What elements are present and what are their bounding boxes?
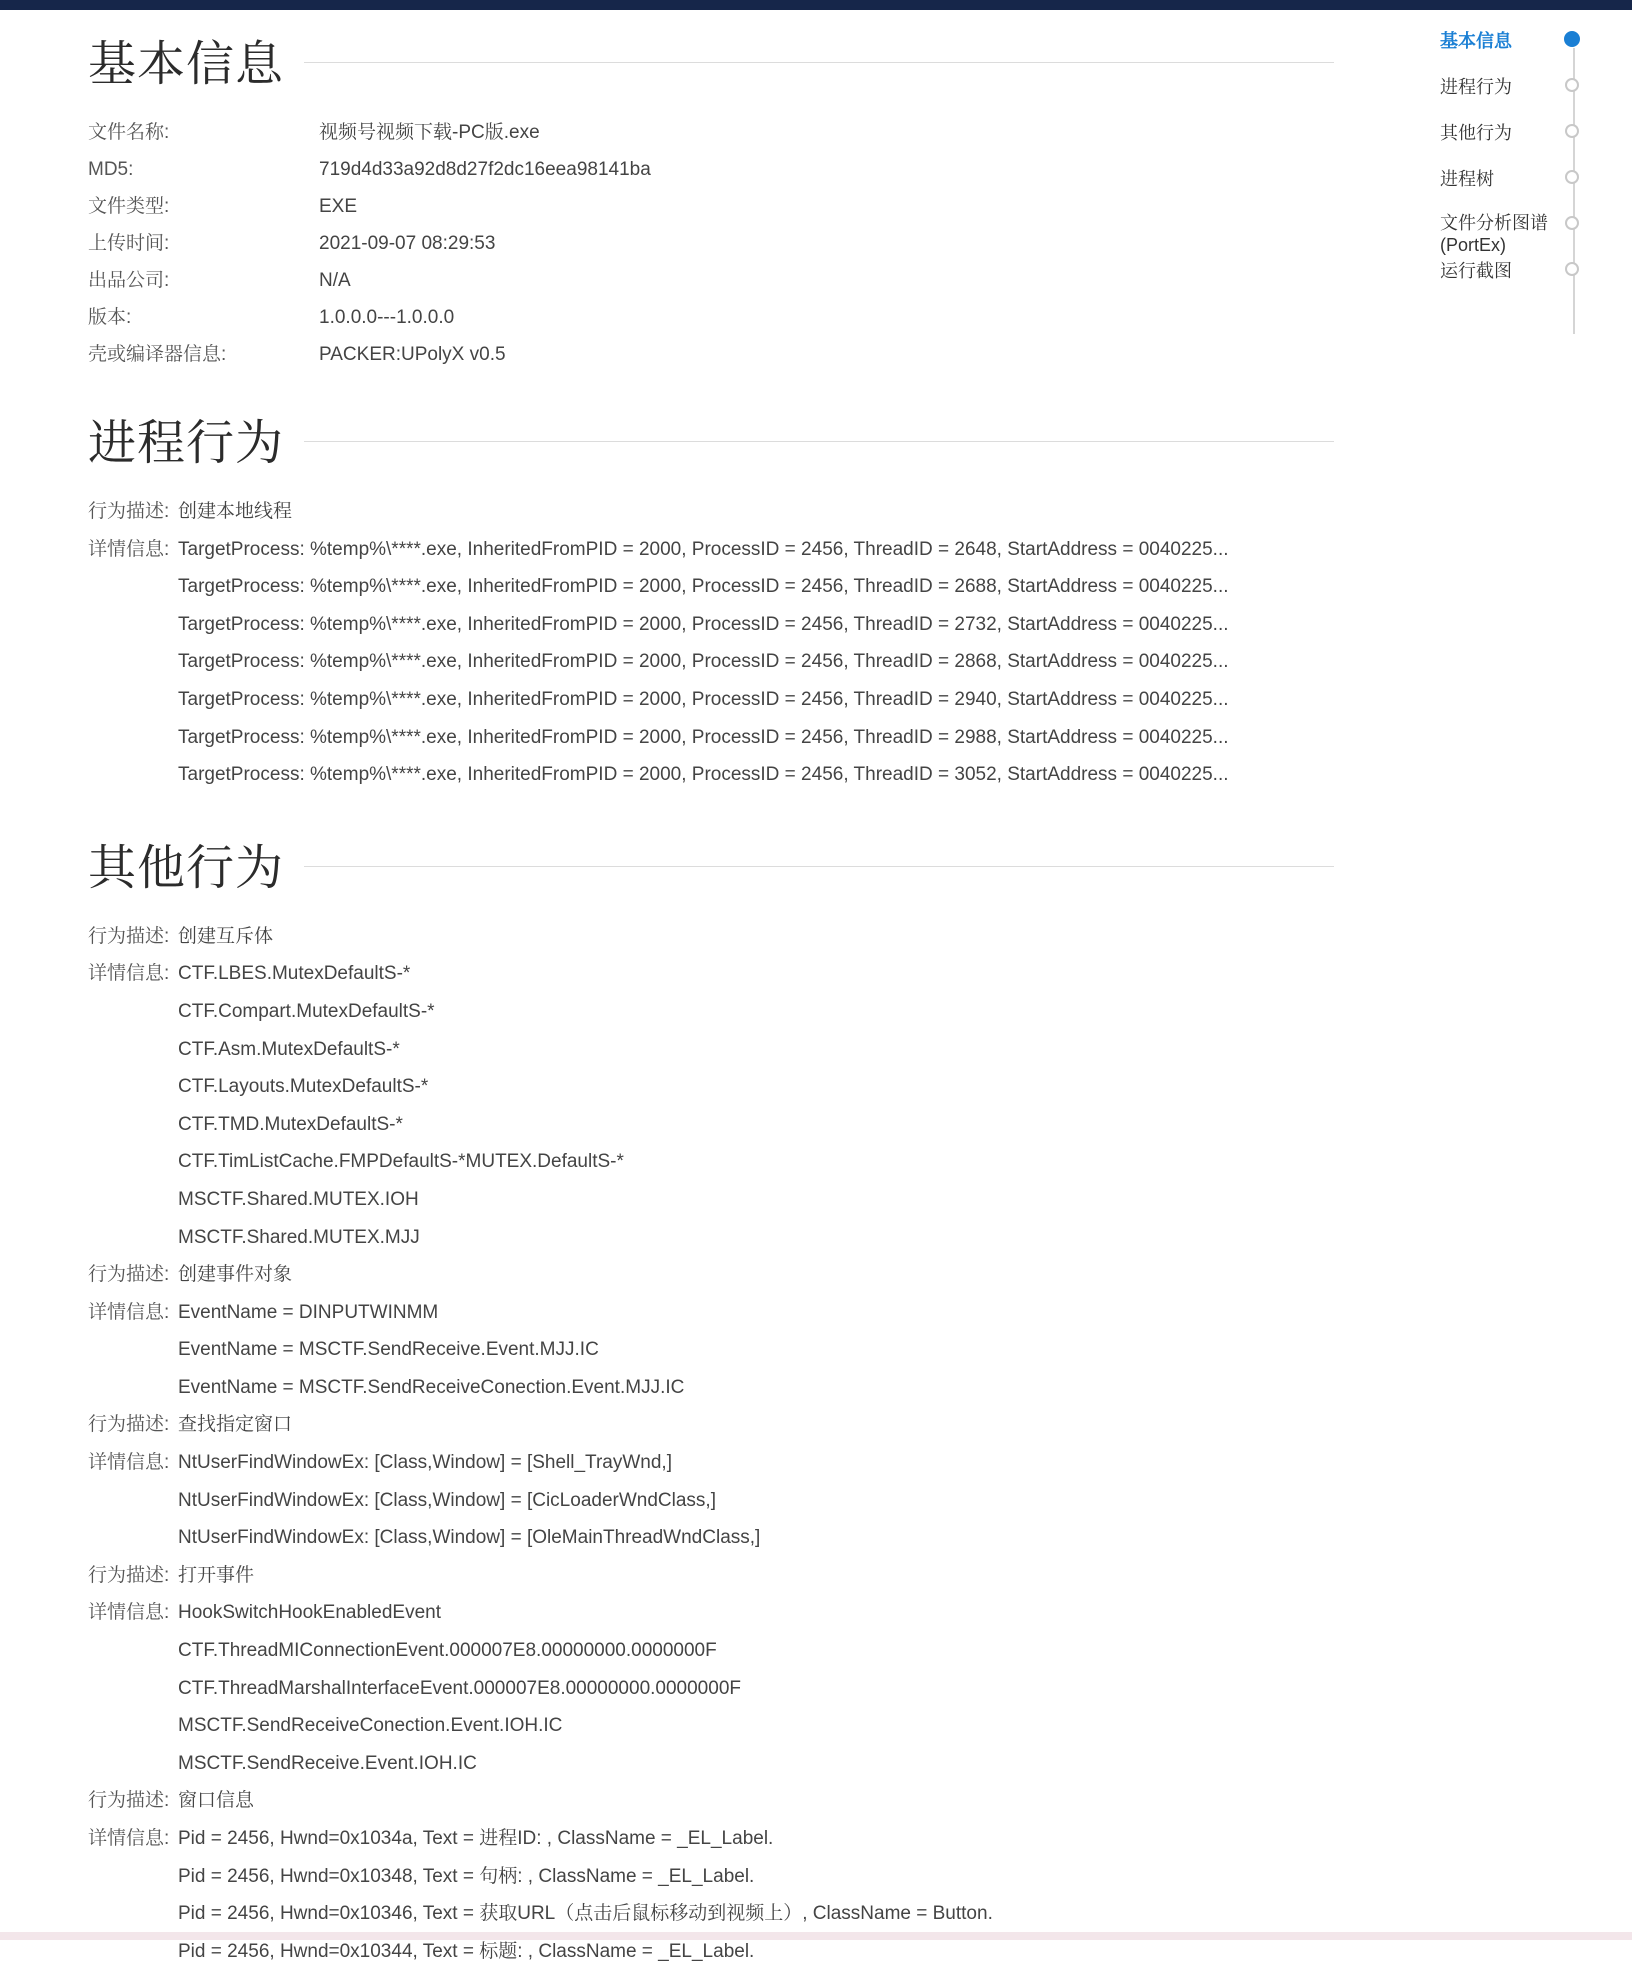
detail-row: [88, 1895, 1248, 1933]
behavior-desc-label: 行为描述:: [88, 1790, 170, 1812]
detail-value: EventName = MSCTF.SendReceiveConection.Event.MJJ.IC: [178, 1376, 685, 1398]
detail-value: TargetProcess: %temp%\****.exe, InheritedFromPID = 2000, ProcessID = 2456, ThreadID = 3052, StartAddress = 0040225...: [178, 764, 1229, 786]
detail-row: [88, 681, 1248, 719]
section-header: [88, 834, 1248, 904]
info-label: 文件名称:: [88, 122, 170, 143]
detail-label: 详情信息:: [88, 1452, 170, 1474]
detail-value: CTF.Layouts.MutexDefaultS-*: [178, 1076, 429, 1098]
behavior-desc-row: [88, 1256, 1248, 1294]
bottom-edge: [0, 1932, 1632, 1940]
detail-row: [88, 1331, 1248, 1369]
section-header: [88, 409, 1248, 479]
top-bar: [0, 0, 1632, 10]
detail-value: CTF.Compart.MutexDefaultS-*: [178, 1000, 435, 1022]
detail-row: [88, 756, 1248, 794]
behavior-desc-row: [88, 1782, 1248, 1820]
detail-row: [88, 1670, 1248, 1708]
info-row: [88, 225, 1248, 262]
detail-row: [88, 1369, 1248, 1407]
section-title-process-behavior: 进程行为: [88, 417, 285, 470]
detail-row: [88, 1068, 1248, 1106]
detail-row: [88, 1632, 1248, 1670]
detail-row: [88, 568, 1248, 606]
detail-value: CTF.Asm.MutexDefaultS-*: [178, 1038, 400, 1060]
nav-item[interactable]: 其他行为: [1440, 123, 1512, 143]
detail-row: [88, 993, 1248, 1031]
nav-dot-active-icon[interactable]: [1564, 31, 1580, 47]
detail-value: MSCTF.SendReceive.Event.IOH.IC: [178, 1752, 477, 1774]
info-row: [88, 299, 1248, 336]
info-value: 719d4d33a92d8d27f2dc16eea98141ba: [319, 159, 651, 180]
info-row: [88, 114, 1248, 151]
detail-row: [88, 1519, 1248, 1557]
behavior-desc-row: [88, 493, 1248, 531]
nav-item[interactable]: 进程行为: [1440, 77, 1512, 97]
section-divider: [304, 441, 1334, 442]
basic-info-fields: [88, 114, 1248, 373]
detail-row: [88, 1594, 1248, 1632]
detail-value: CTF.LBES.MutexDefaultS-*: [178, 963, 411, 985]
detail-value: Pid = 2456, Hwnd=0x1034a, Text = 进程ID: , ClassName = _EL_Label.: [178, 1828, 774, 1849]
detail-value: TargetProcess: %temp%\****.exe, InheritedFromPID = 2000, ProcessID = 2456, ThreadID = 2732, StartAddress = 0040225...: [178, 613, 1229, 635]
detail-label: 详情信息:: [88, 1301, 170, 1323]
section-basic-info: [88, 30, 1248, 373]
info-value: 1.0.0.0---1.0.0.0: [319, 307, 455, 328]
detail-value: NtUserFindWindowEx: [Class,Window] = [OleMainThreadWndClass,]: [178, 1527, 761, 1549]
section-title-other-behavior: 其他行为: [88, 841, 285, 895]
info-row: [88, 262, 1248, 299]
detail-label: 详情信息:: [88, 1828, 170, 1849]
section-divider: [304, 62, 1334, 63]
detail-value: TargetProcess: %temp%\****.exe, InheritedFromPID = 2000, ProcessID = 2456, ThreadID = 2868, StartAddress = 0040225...: [178, 651, 1229, 673]
detail-row: [88, 1143, 1248, 1181]
other-behavior-groups: [88, 918, 1248, 1970]
process-behavior-groups: [88, 493, 1248, 794]
info-label: 上传时间:: [88, 233, 170, 254]
nav-item[interactable]: 运行截图: [1440, 261, 1512, 281]
section-divider: [304, 866, 1334, 867]
detail-label: 详情信息:: [88, 963, 170, 985]
detail-value: Pid = 2456, Hwnd=0x10346, Text = 获取URL（点击后鼠标移动到视频上）, ClassName = Button.: [178, 1903, 993, 1925]
detail-row: [88, 1820, 1248, 1858]
section-title-basic-info: 基本信息: [88, 38, 285, 91]
info-value: N/A: [319, 270, 351, 291]
behavior-desc-label: 行为描述:: [88, 1414, 170, 1436]
behavior-desc-value: 创建本地线程: [178, 501, 293, 522]
info-value: EXE: [319, 196, 358, 217]
detail-value: EventName = DINPUTWINMM: [178, 1301, 439, 1323]
detail-value: TargetProcess: %temp%\****.exe, InheritedFromPID = 2000, ProcessID = 2456, ThreadID = 2988, StartAddress = 0040225...: [178, 726, 1229, 748]
detail-row: [88, 531, 1248, 569]
behavior-desc-value: 创建事件对象: [178, 1264, 293, 1286]
detail-value: TargetProcess: %temp%\****.exe, InheritedFromPID = 2000, ProcessID = 2456, ThreadID = 2940, StartAddress = 0040225...: [178, 688, 1229, 710]
info-row: [88, 188, 1248, 225]
nav-item[interactable]: 基本信息: [1440, 31, 1512, 51]
behavior-desc-value: 创建互斥体: [178, 925, 274, 947]
behavior-desc-row: [88, 918, 1248, 956]
detail-value: CTF.ThreadMIConnectionEvent.000007E8.00000000.0000000F: [178, 1640, 717, 1662]
behavior-desc-row: [88, 1557, 1248, 1595]
behavior-desc-label: 行为描述:: [88, 1564, 170, 1586]
detail-label: 详情信息:: [88, 1602, 170, 1624]
info-label: 壳或编译器信息:: [88, 344, 227, 365]
detail-value: HookSwitchHookEnabledEvent: [178, 1602, 441, 1624]
info-value: PACKER:UPolyX v0.5: [319, 344, 506, 365]
behavior-desc-value: 窗口信息: [178, 1790, 255, 1812]
detail-value: CTF.TimListCache.FMPDefaultS-*MUTEX.DefaultS-*: [178, 1151, 624, 1173]
detail-row: [88, 1444, 1248, 1482]
detail-value: Pid = 2456, Hwnd=0x10348, Text = 句柄: , ClassName = _EL_Label.: [178, 1865, 755, 1887]
report-content: [88, 30, 1248, 1970]
detail-value: Pid = 2456, Hwnd=0x10344, Text = 标题: , ClassName = _EL_Label.: [178, 1940, 755, 1962]
detail-row: [88, 1294, 1248, 1332]
nav-dot-icon[interactable]: [1565, 170, 1579, 184]
detail-row: [88, 1858, 1248, 1896]
detail-value: MSCTF.Shared.MUTEX.MJJ: [178, 1226, 420, 1248]
detail-row: [88, 1031, 1248, 1069]
section-other-behavior: [88, 834, 1248, 1970]
nav-dot-icon[interactable]: [1565, 124, 1579, 138]
detail-value: MSCTF.Shared.MUTEX.IOH: [178, 1188, 419, 1210]
nav-item[interactable]: 进程树: [1440, 169, 1494, 189]
detail-row: [88, 1707, 1248, 1745]
section-process-behavior: [88, 409, 1248, 794]
detail-row: [88, 1219, 1248, 1257]
detail-value: CTF.ThreadMarshalInterfaceEvent.000007E8.00000000.0000000F: [178, 1677, 741, 1699]
detail-row: [88, 1482, 1248, 1520]
detail-value: TargetProcess: %temp%\****.exe, InheritedFromPID = 2000, ProcessID = 2456, ThreadID = 2648, StartAddress = 0040225...: [178, 538, 1229, 560]
nav-dot-icon[interactable]: [1565, 262, 1579, 276]
detail-value: NtUserFindWindowEx: [Class,Window] = [CicLoaderWndClass,]: [178, 1489, 716, 1511]
detail-row: [88, 955, 1248, 993]
behavior-desc-value: 打开事件: [178, 1564, 255, 1586]
info-value: 2021-09-07 08:29:53: [319, 233, 496, 254]
info-label: 出品公司:: [88, 270, 170, 291]
nav-dot-icon[interactable]: [1565, 216, 1579, 230]
detail-row: [88, 1106, 1248, 1144]
info-label: MD5:: [88, 159, 134, 180]
detail-value: NtUserFindWindowEx: [Class,Window] = [Shell_TrayWnd,]: [178, 1452, 672, 1474]
behavior-desc-label: 行为描述:: [88, 925, 170, 947]
info-row: [88, 151, 1248, 188]
detail-value: TargetProcess: %temp%\****.exe, InheritedFromPID = 2000, ProcessID = 2456, ThreadID = 2688, StartAddress = 0040225...: [178, 576, 1229, 598]
detail-value: EventName = MSCTF.SendReceive.Event.MJJ.IC: [178, 1339, 599, 1361]
behavior-desc-value: 查找指定窗口: [178, 1414, 293, 1436]
section-header: [88, 30, 1248, 100]
detail-row: [88, 643, 1248, 681]
behavior-desc-row: [88, 1406, 1248, 1444]
nav-dot-icon[interactable]: [1565, 78, 1579, 92]
detail-row: [88, 606, 1248, 644]
detail-row: [88, 719, 1248, 757]
detail-value: CTF.TMD.MutexDefaultS-*: [178, 1113, 403, 1135]
detail-label: 详情信息:: [88, 538, 170, 560]
behavior-desc-label: 行为描述:: [88, 1264, 170, 1286]
detail-row: [88, 1745, 1248, 1783]
detail-row: [88, 1181, 1248, 1219]
info-row: [88, 336, 1248, 373]
info-label: 文件类型:: [88, 196, 170, 217]
behavior-desc-label: 行为描述:: [88, 501, 170, 522]
info-label: 版本:: [88, 307, 132, 328]
nav-item[interactable]: 文件分析图谱 (PortEx): [1440, 213, 1548, 255]
detail-value: MSCTF.SendReceiveConection.Event.IOH.IC: [178, 1715, 563, 1737]
info-value: 视频号视频下载-PC版.exe: [319, 122, 540, 143]
